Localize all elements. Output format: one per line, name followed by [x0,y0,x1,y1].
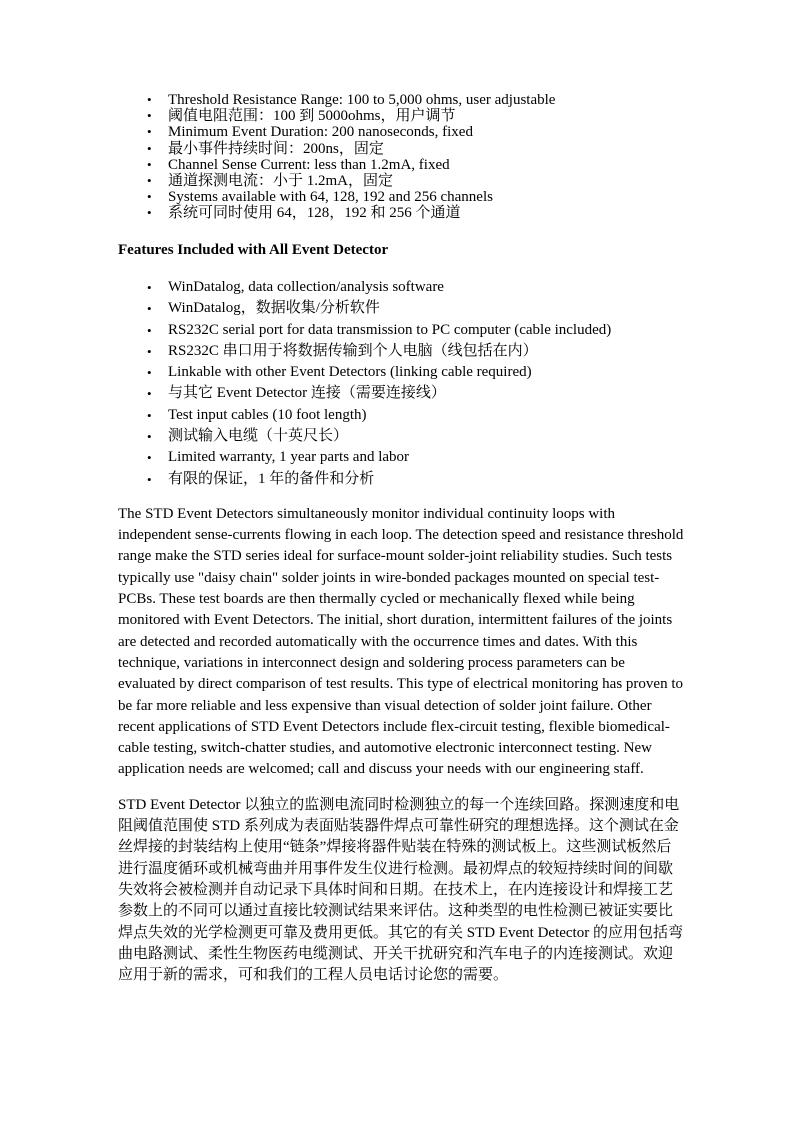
list-item: • 与其它 Event Detector 连接（需要连接线） [118,383,685,404]
list-item: • RS232C serial port for data transmission to PC computer (cable included) [118,320,685,341]
list-item: • 阈值电阻范围：100 到 5000ohms，用户调节 [118,108,685,124]
list-item: • 最小事件持续时间：200ns，固定 [118,141,685,157]
features-list [118,277,685,490]
section-heading: Features Included with All Event Detector [118,241,389,258]
paragraph-english: The STD Event Detectors simultaneously monitor individual continuity loops with independent sense-currents flowing in each loop. The detection speed and resistance threshold range make the STD series ideal for surface-mount solder-joint reliability studies. Such tests typically use "daisy chain" solder joints in wire-bonded packages mounted on special test-PCBs. These test boards are then thermally cycled or mechanically flexed while being monitored with Event Detectors. The initial, short duration, intermittent failures of the joints are detected and recorded automatically with the occurrence times and dates. With this technique, variations in interconnect design and soldering process parameters can be evaluated by direct comparison of test results. This type of electrical monitoring has proven to be far more reliable and less expensive than visual detection of solder joint failure. Other recent applications of STD Event Detectors include flex-circuit testing, flexible biomedical-cable testing, switch-chatter studies, and automotive electronic interconnect testing. New application needs are welcomed; call and discuss your needs with our engineering staff. [118,505,684,778]
list-item: • Threshold Resistance Range: 100 to 5,000 ohms, user adjustable [118,92,685,108]
list-item: • WinDatalog, data collection/analysis software [118,277,685,298]
list-item: • 系统可同时使用 64，128，192 和 256 个通道 [118,205,685,221]
list-item: • Channel Sense Current: less than 1.2mA, fixed [118,157,685,173]
list-item: • Limited warranty, 1 year parts and labor [118,447,685,468]
spec-list [118,92,685,222]
list-item: • 有限的保证，1 年的备件和分析 [118,469,685,490]
list-item: • 通道探测电流：小于 1.2mA，固定 [118,173,685,189]
list-item: • Systems available with 64, 128, 192 and 256 channels [118,189,685,205]
paragraph-chinese: STD Event Detector 以独立的监测电流同时检测独立的每一个连续回路。探测速度和电阻阈值范围使 STD 系列成为表面贴装器件焊点可靠性研究的理想选择。这个测试在金丝焊接的封装结构上使用“链条”焊接将器件贴装在特殊的测试板上。这些测试板然后进行温度循环或机械弯曲并用事件发生仪进行检测。最初焊点的较短持续时间的间歇失效将会被检测并自动记录下具体时间和日期。在技术上，在内连接设计和焊接工艺参数上的不同可以通过直接比较测试结果来评估。这种类型的电性检测已被证实要比焊点失效的光学检测更可靠及费用更低。其它的有关 STD Event Detector 的应用包括弯曲电路测试、柔性生物医药电缆测试、开关干扰研究和汽车电子的内连接测试。欢迎应用于新的需求，可和我们的工程人员电话讨论您的需要。 [118,796,683,984]
list-item: • Test input cables (10 foot length) [118,405,685,426]
list-item: • WinDatalog，数据收集/分析软件 [118,298,685,319]
list-item: • RS232C 串口用于将数据传输到个人电脑（线包括在内） [118,341,685,362]
list-item: • Linkable with other Event Detectors (linking cable required) [118,362,685,383]
list-item: • Minimum Event Duration: 200 nanoseconds, fixed [118,124,685,140]
list-item: • 测试输入电缆（十英尺长） [118,426,685,447]
